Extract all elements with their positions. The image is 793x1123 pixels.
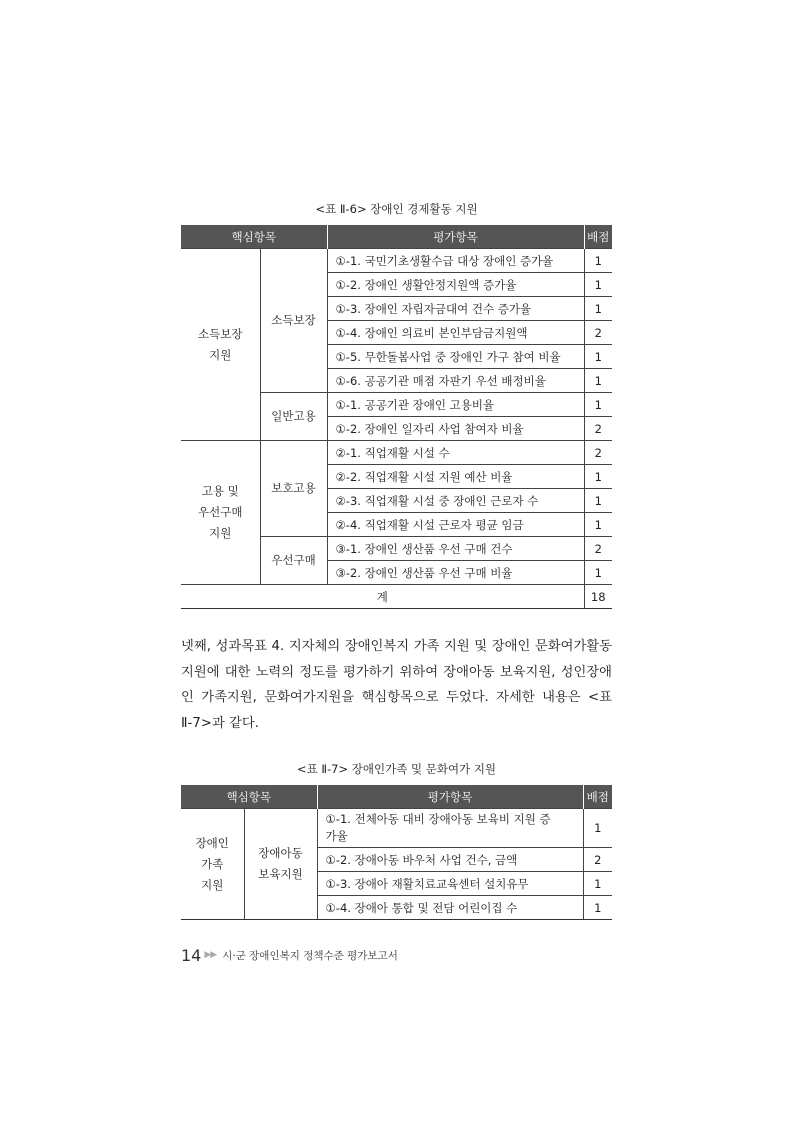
core-item-cell: 소득보장 지원 (181, 249, 260, 441)
sub-item-cell: 소득보장 (260, 249, 327, 393)
sub-item-cell: 보호고용 (260, 441, 327, 537)
table-row (181, 441, 612, 465)
eval-item-cell: ③-2. 장애인 생산품 우선 구매 비율 (327, 561, 584, 585)
page-number: 14 (181, 945, 202, 965)
eval-item-cell: ①-2. 장애인 생활안정지원액 증가율 (327, 273, 584, 297)
score-cell: 1 (584, 489, 612, 513)
table7-caption: <표 Ⅱ-7> 장애인가족 및 문화여가 지원 (296, 762, 497, 776)
header-eval-item: 평가항목 (317, 785, 583, 809)
footer-title: 시·군 장애인복지 정책수준 평가보고서 (222, 949, 398, 962)
eval-item-cell: ①-1. 전체아동 대비 장애아동 보육비 지원 증가율 (317, 809, 583, 848)
score-cell: 1 (584, 465, 612, 489)
eval-item-cell: ①-2. 장애아동 바우처 사업 건수, 금액 (317, 848, 583, 872)
eval-item-cell: ①-4. 장애아 통합 및 전담 어린이집 수 (317, 896, 583, 920)
table7 (181, 785, 612, 920)
core-item-cell: 장애인 가족 지원 (181, 809, 244, 920)
score-cell: 1 (584, 513, 612, 537)
score-cell: 1 (583, 896, 612, 920)
total-row (181, 585, 612, 609)
table6-caption: <표 Ⅱ-6> 장애인 경제활동 지원 (315, 202, 478, 216)
header-core-item: 핵심항목 (181, 225, 327, 249)
eval-item-cell: ①-1. 공공기관 장애인 고용비율 (327, 393, 584, 417)
header-eval-item: 평가항목 (327, 225, 584, 249)
score-cell: 1 (584, 345, 612, 369)
score-cell: 1 (584, 561, 612, 585)
eval-item-cell: ②-4. 직업재활 시설 근로자 평균 임금 (327, 513, 584, 537)
eval-item-cell: ②-3. 직업재활 시설 중 장애인 근로자 수 (327, 489, 584, 513)
score-cell: 2 (584, 417, 612, 441)
double-arrow-icon: ▶▶ (204, 950, 217, 960)
sub-item-cell: 일반고용 (260, 393, 327, 441)
score-cell: 2 (584, 441, 612, 465)
total-score-cell: 18 (584, 585, 612, 609)
eval-item-cell: ②-2. 직업재활 시설 지원 예산 비율 (327, 465, 584, 489)
sub-item-cell: 장애아동 보육지원 (244, 809, 317, 920)
sub-item-cell: 우선구매 (260, 537, 327, 585)
score-cell: 1 (583, 872, 612, 896)
score-cell: 1 (584, 273, 612, 297)
total-label-cell: 계 (181, 585, 584, 609)
table-row (181, 809, 612, 848)
eval-item-cell: ①-3. 장애아 재활치료교육센터 설치유무 (317, 872, 583, 896)
page-footer (181, 945, 398, 965)
score-cell: 2 (584, 537, 612, 561)
table6 (181, 225, 612, 609)
eval-item-cell: ①-4. 장애인 의료비 본인부담금지원액 (327, 321, 584, 345)
header-score: 배점 (584, 225, 612, 249)
eval-item-cell: ①-2. 장애인 일자리 사업 참여자 비율 (327, 417, 584, 441)
header-score: 배점 (583, 785, 612, 809)
table-row (181, 249, 612, 273)
score-cell: 1 (584, 249, 612, 273)
eval-item-cell: ①-6. 공공기관 매점 자판기 우선 배정비율 (327, 369, 584, 393)
score-cell: 1 (584, 393, 612, 417)
eval-item-cell: ①-1. 국민기초생활수급 대상 장애인 증가율 (327, 249, 584, 273)
score-cell: 1 (583, 809, 612, 848)
score-cell: 1 (584, 369, 612, 393)
eval-item-cell: ②-1. 직업재활 시설 수 (327, 441, 584, 465)
eval-item-cell: ①-3. 장애인 자립자금대여 건수 증가율 (327, 297, 584, 321)
eval-item-cell: ①-5. 무한돌봄사업 중 장애인 가구 참여 비율 (327, 345, 584, 369)
header-core-item: 핵심항목 (181, 785, 317, 809)
eval-item-cell: ③-1. 장애인 생산품 우선 구매 건수 (327, 537, 584, 561)
body-paragraph: 넷째, 성과목표 4. 지자체의 장애인복지 가족 지원 및 장애인 문화여가활동 지원에 대한 노력의 정도를 평가하기 위하여 장애아동 보육지원, 성인장애인 가족지원, 문화여가지원을 핵심항목으로 두었다. 자세한 내용은 <표 Ⅱ-7>과 같다. (181, 639, 612, 731)
score-cell: 2 (583, 848, 612, 872)
score-cell: 2 (584, 321, 612, 345)
score-cell: 1 (584, 297, 612, 321)
core-item-cell: 고용 및 우선구매 지원 (181, 441, 260, 585)
